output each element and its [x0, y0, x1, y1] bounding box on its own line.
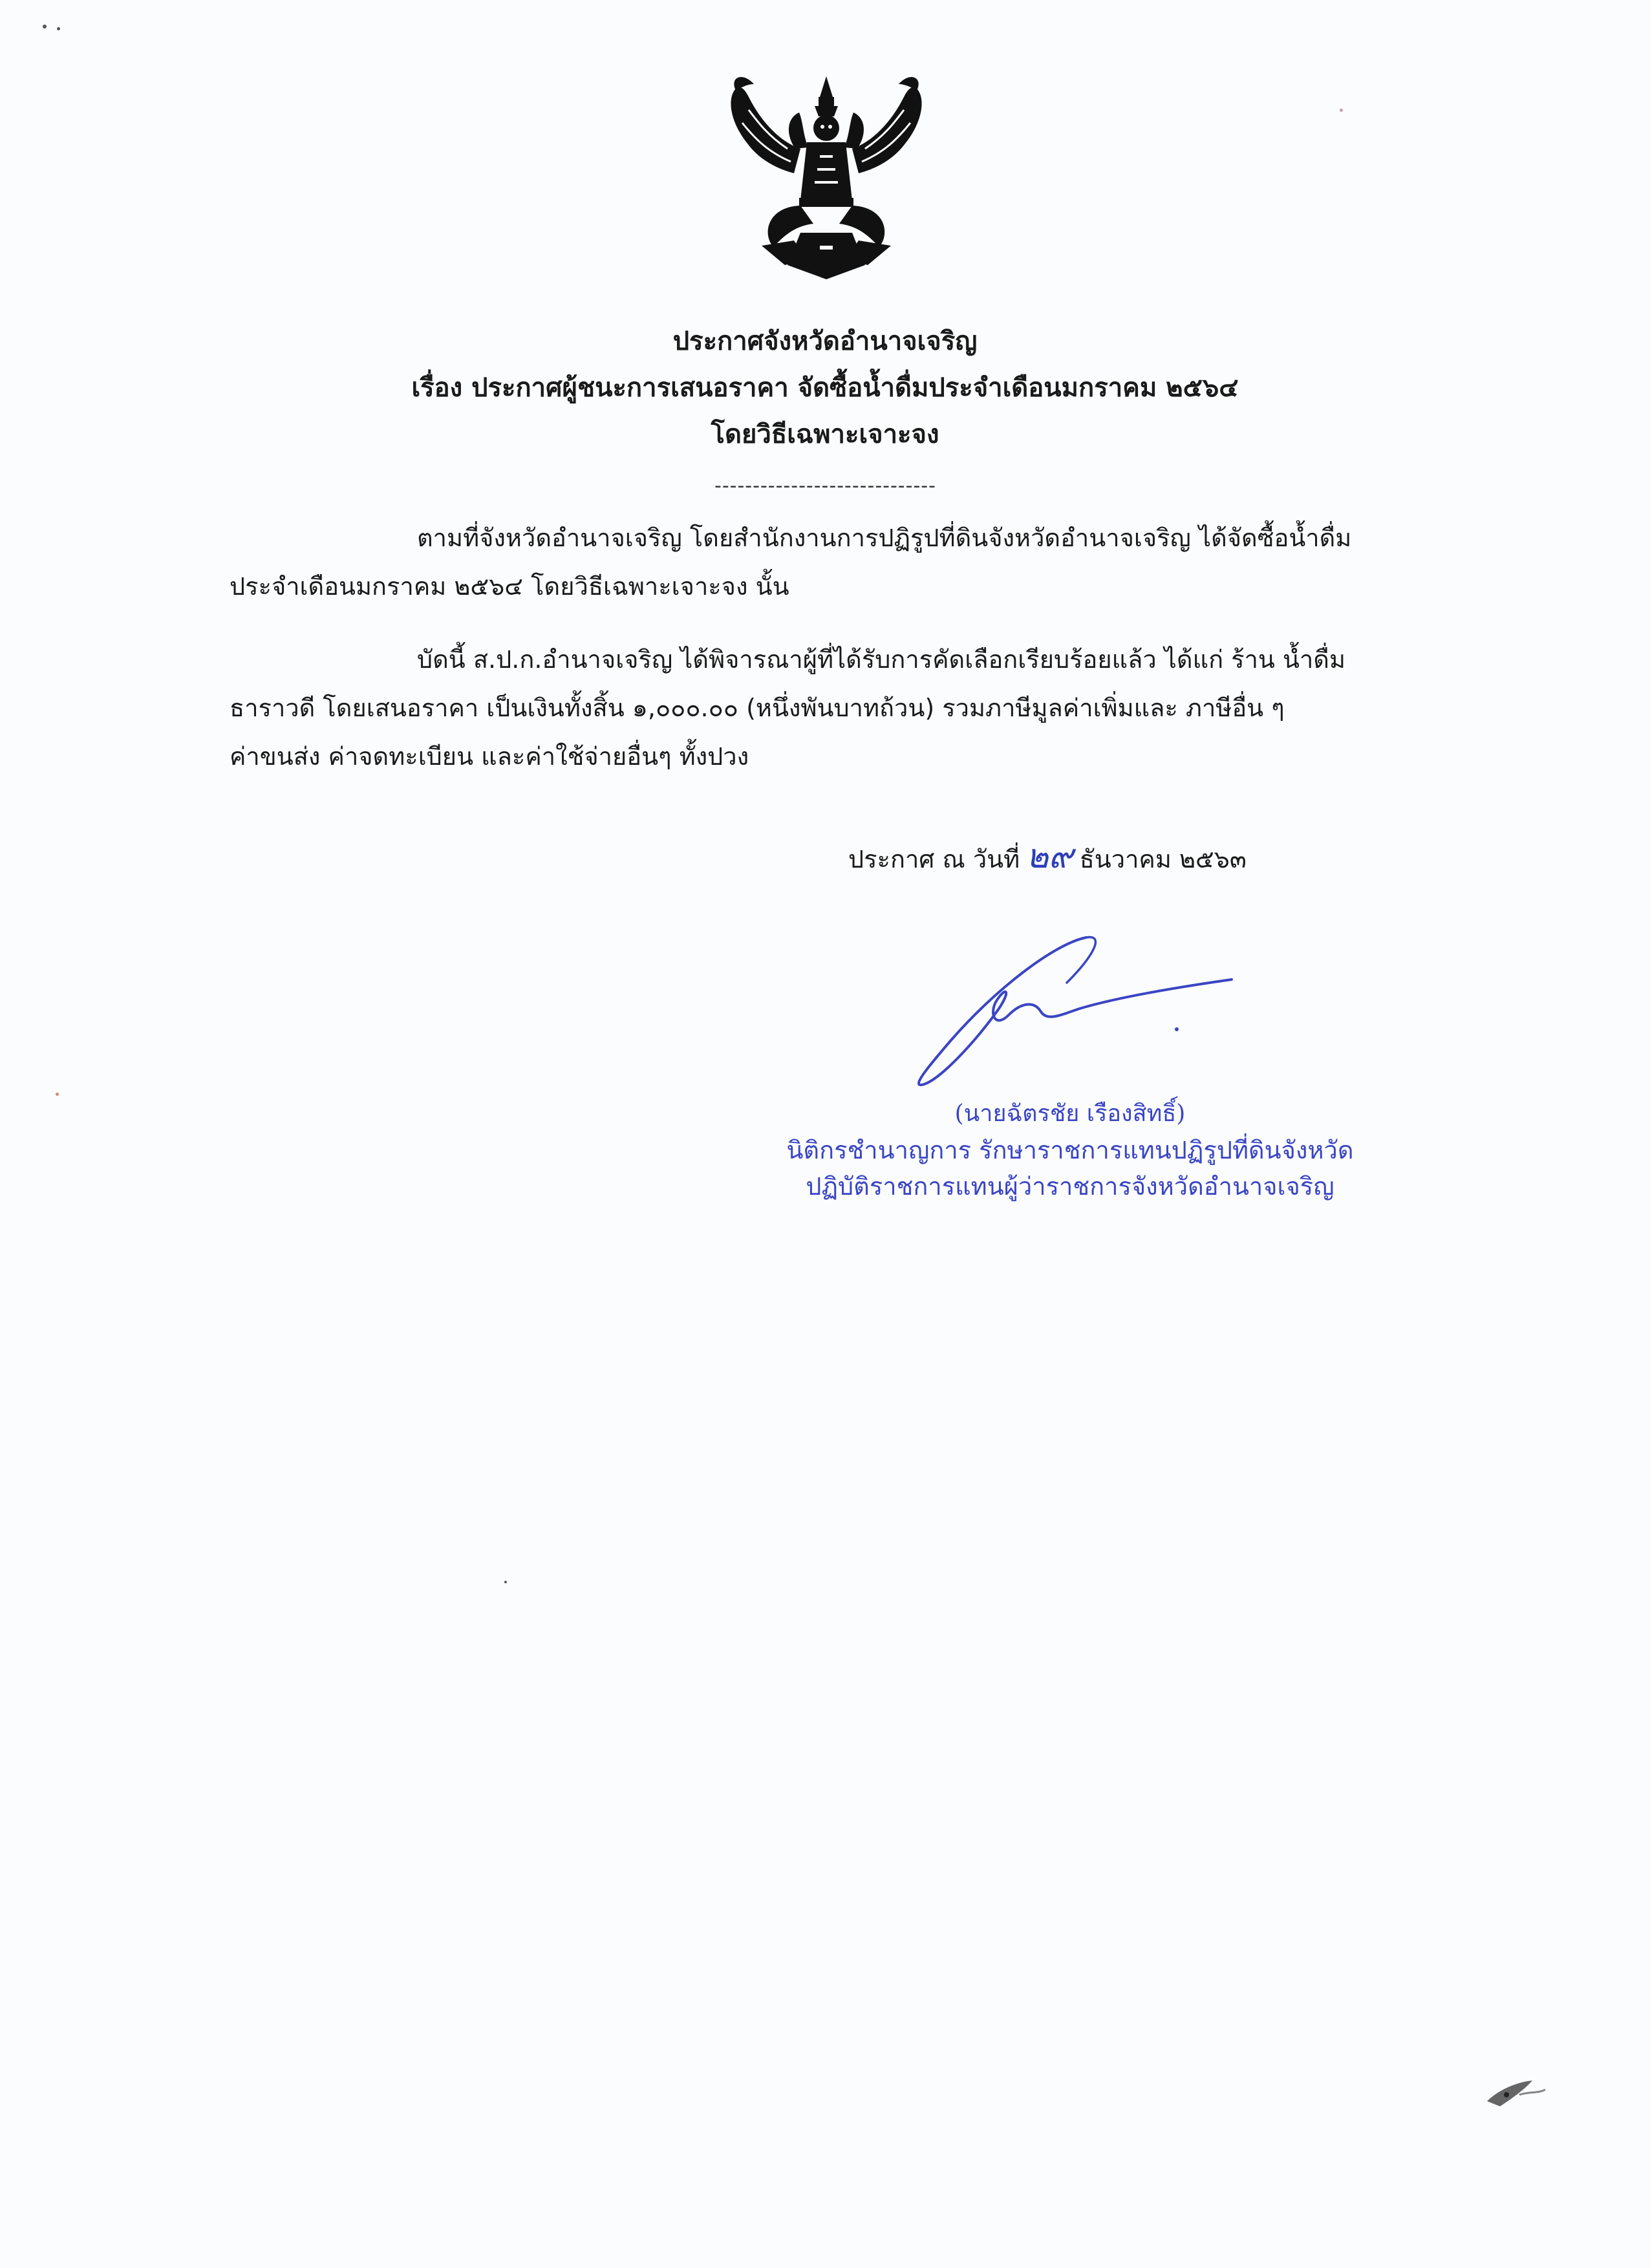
title-line-1: ประกาศจังหวัดอำนาจเจริญ — [672, 326, 978, 356]
title-line-3: โดยวิธีเฉพาะเจาะจง — [711, 420, 939, 449]
title-line-2: เรื่อง ประกาศผู้ชนะการเสนอราคา จัดซื้อน้ำดื่มประจำเดือนมกราคม ๒๕๖๔ — [411, 373, 1239, 403]
scan-speck — [56, 1093, 59, 1096]
paragraph-1-line-2: ประจำเดือนมกราคม ๒๕๖๔ โดยวิธีเฉพาะเจาะจง นั้น — [230, 572, 789, 601]
paragraph-2-line-2: ธาราวดี โดยเสนอราคา เป็นเงินทั้งสิ้น ๑,๐๐๐.๐๐ (หนึ่งพันบาทถ้วน) รวมภาษีมูลค่าเพิ่มและ ภาษีอื่น ๆ — [230, 694, 1285, 722]
date-month-year: ธันวาคม ๒๕๖๓ — [1079, 845, 1247, 873]
scan-speck — [57, 27, 60, 30]
body-paragraph-2 — [230, 636, 1448, 781]
title-separator: ----------------------------- — [714, 475, 936, 497]
handwritten-signature — [892, 931, 1241, 1099]
body-paragraph-1 — [230, 514, 1448, 611]
scan-speck — [1340, 109, 1343, 112]
document-title-block — [194, 318, 1456, 458]
signer-name: (นายฉัตรชัย เรืองสิทธิ์) — [954, 1100, 1186, 1127]
scan-speck — [43, 25, 47, 28]
garuda-emblem-icon — [723, 71, 930, 284]
ink-smudge — [1481, 2075, 1552, 2114]
date-prefix: ประกาศ ณ วันที่ — [848, 845, 1020, 873]
announcement-date — [848, 834, 1247, 882]
signature-stamp — [698, 1096, 1442, 1204]
handwritten-day: ๒๙ — [1026, 837, 1073, 876]
paragraph-2-line-1: บัดนี้ ส.ป.ก.อำนาจเจริญ ได้พิจารณาผู้ที่ได้รับการคัดเลือกเรียบร้อยแล้ว ได้แก่ ร้าน น้ำดื่ม — [417, 645, 1346, 674]
paragraph-2-line-3: ค่าขนส่ง ค่าจดทะเบียน และค่าใช้จ่ายอื่นๆ ทั้งปวง — [230, 742, 749, 771]
signer-position-line-2: ปฏิบัติราชการแทนผู้ว่าราชการจังหวัดอำนาจเจริญ — [806, 1172, 1334, 1201]
paragraph-1-line-1: ตามที่จังหวัดอำนาจเจริญ โดยสำนักงานการปฏิรูปที่ดินจังหวัดอำนาจเจริญ ได้จัดซื้อน้ำดื่ม — [417, 524, 1352, 552]
signer-position-line-1: นิติกรชำนาญการ รักษาราชการแทนปฏิรูปที่ดินจังหวัด — [786, 1136, 1354, 1164]
scan-speck — [504, 1581, 507, 1583]
